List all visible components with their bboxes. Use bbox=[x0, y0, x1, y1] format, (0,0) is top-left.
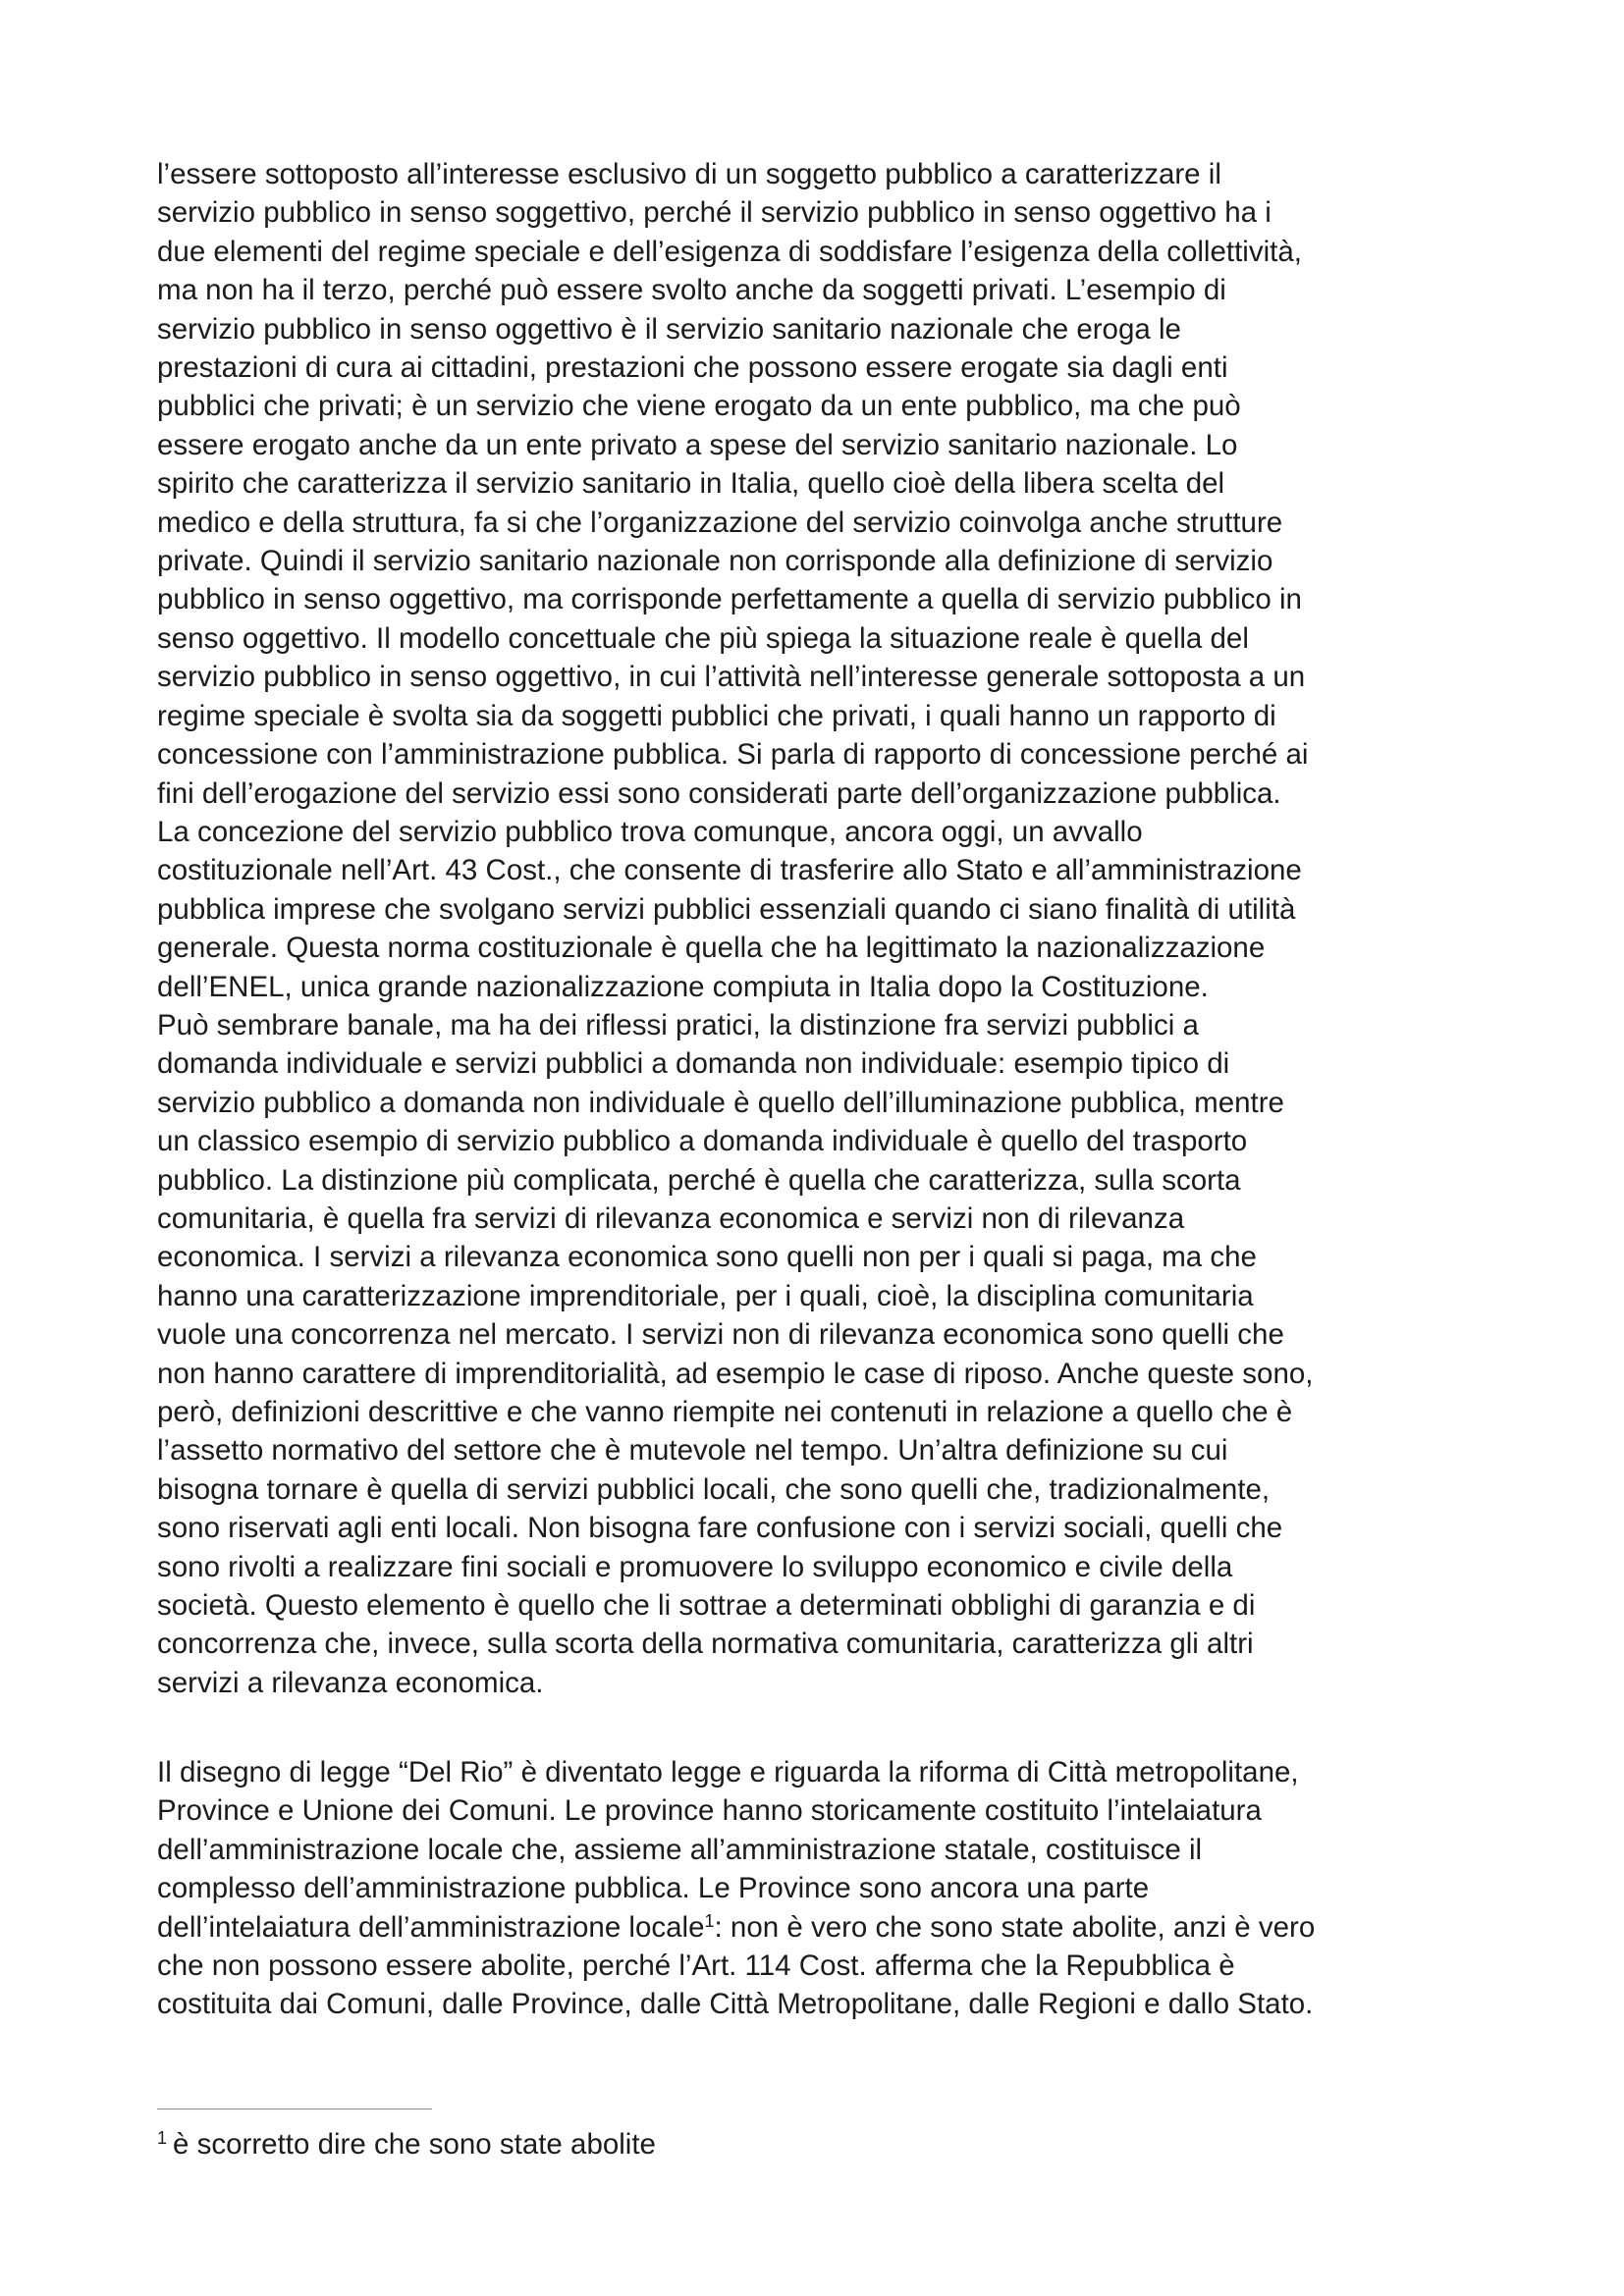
footnote-number: 1 bbox=[157, 2128, 168, 2148]
text-line: costituzionale nell’Art. 43 Cost., che consente di trasferire allo Stato e all’amministrazione bbox=[157, 854, 1302, 887]
text-line: sono riservati agli enti locali. Non bisogna fare confusione con i servizi sociali, quelli che bbox=[157, 1512, 1283, 1545]
text-line: dell’amministrazione locale che, assieme all’amministrazione statale, costituisce il bbox=[157, 1833, 1203, 1866]
text-line: l’essere sottoposto all’interesse esclusivo di un soggetto pubblico a caratterizzare il bbox=[157, 158, 1221, 190]
text-line: pubblico. La distinzione più complicata, perché è quella che caratterizza, sulla scorta bbox=[157, 1163, 1241, 1197]
text-line: due elementi del regime speciale e dell’esigenza di soddisfare l’esigenza della collettività, bbox=[157, 235, 1302, 268]
text-line: che non possono essere abolite, perché l’Art. 114 Cost. afferma che la Repubblica è bbox=[157, 1949, 1235, 1983]
text-line: domanda individuale e servizi pubblici a domanda non individuale: esempio tipico di bbox=[157, 1047, 1230, 1081]
text-line: pubblico in senso oggettivo, ma corrisponde perfettamente a quella di servizio pubblico in bbox=[157, 583, 1302, 616]
text-line: essere erogato anche da un ente privato a spese del servizio sanitario nazionale. Lo bbox=[157, 428, 1238, 461]
text-line: fini dell’erogazione del servizio essi sono considerati parte dell’organizzazione pubblica. bbox=[157, 776, 1281, 810]
text-line: ma non ha il terzo, perché può essere svolto anche da soggetti privati. L’esempio di bbox=[157, 274, 1226, 307]
text-line: generale. Questa norma costituzionale è quella che ha legittimato la nazionalizzazione bbox=[157, 932, 1266, 965]
text-line: non hanno carattere di imprenditorialità, ad esempio le case di riposo. Anche queste sono, bbox=[157, 1357, 1314, 1390]
text-line: vuole una concorrenza nel mercato. I servizi non di rilevanza economica sono quelli che bbox=[157, 1318, 1284, 1352]
text-line: bisogna tornare è quella di servizi pubblici locali, che sono quelli che, tradizionalmente, bbox=[157, 1472, 1271, 1506]
text-line: spirito che caratterizza il servizio sanitario in Italia, quello cioè della libera scelta del bbox=[157, 467, 1225, 501]
text-line: Province e Unione dei Comuni. Le province hanno storicamente costituito l’intelaiatura bbox=[157, 1794, 1262, 1828]
text-line: complesso dell’amministrazione pubblica. Le Province sono ancora una parte bbox=[157, 1872, 1150, 1905]
text-line: servizio pubblico in senso soggettivo, perché il servizio pubblico in senso oggettivo ha i bbox=[157, 196, 1272, 230]
paragraph-public-services bbox=[157, 155, 1489, 1702]
text-line: senso oggettivo. Il modello concettuale che più spiega la situazione reale è quella del bbox=[157, 621, 1249, 655]
text-line: Può sembrare banale, ma ha dei riflessi pratici, la distinzione fra servizi pubblici a bbox=[157, 1008, 1199, 1041]
text-line: però, definizioni descrittive e che vanno riempite nei contenuti in relazione a quello che è bbox=[157, 1396, 1293, 1428]
text-line: prestazioni di cura ai cittadini, prestazioni che possono essere erogate sia dagli enti bbox=[157, 351, 1228, 385]
text-line: comunitaria, è quella fra servizi di rilevanza economica e servizi non di rilevanza bbox=[157, 1201, 1185, 1235]
text-line: un classico esempio di servizio pubblico a domanda individuale è quello del trasporto bbox=[157, 1125, 1248, 1158]
text-line: l’assetto normativo del settore che è mutevole nel tempo. Un’altra definizione su cui bbox=[157, 1434, 1228, 1468]
text-line: hanno una caratterizzazione imprenditoriale, per i quali, cioè, la disciplina comunitaria bbox=[157, 1279, 1254, 1312]
text-line: dell’ENEL, unica grande nazionalizzazione compiuta in Italia dopo la Costituzione. bbox=[157, 970, 1209, 1003]
text-line: pubblica imprese che svolgano servizi pubblici essenziali quando ci siano finalità di utilità bbox=[157, 892, 1296, 926]
text-line: regime speciale è svolta sia da soggetti pubblici che privati, i quali hanno un rapporto di bbox=[157, 699, 1276, 732]
text-line: servizio pubblico in senso oggettivo, in cui l’attività nell’interesse generale sottoposta a un bbox=[157, 661, 1306, 694]
text-line: concessione con l’amministrazione pubblica. Si parla di rapporto di concessione perché ai bbox=[157, 738, 1309, 772]
text-line: economica. I servizi a rilevanza economica sono quelli non per i quali si paga, ma che bbox=[157, 1241, 1257, 1274]
text-line: dell’intelaiatura dell’amministrazione locale$^1$: non è vero che sono state abolite, anzi è vero bbox=[157, 1910, 1316, 1944]
footnote bbox=[157, 2128, 656, 2162]
text-line: pubblici che privati; è un servizio che viene erogato da un ente pubblico, ma che può bbox=[157, 390, 1241, 423]
footnote-text: è scorretto dire che sono state abolite bbox=[173, 2128, 656, 2161]
footnote-reference[interactable]: 1 bbox=[704, 1910, 715, 1931]
text-line: servizio pubblico in senso oggettivo è il servizio sanitario nazionale che eroga le bbox=[157, 312, 1181, 346]
text-line: concorrenza che, invece, sulla scorta della normativa comunitaria, caratterizza gli altri bbox=[157, 1628, 1254, 1661]
text-line: società. Questo elemento è quello che li sottrae a determinati obblighi di garanzia e di bbox=[157, 1589, 1256, 1623]
text-line: costituita dai Comuni, dalle Province, dalle Città Metropolitane, dalle Regioni e dallo Stato. bbox=[157, 1988, 1314, 2021]
text-line: La concezione del servizio pubblico trova comunque, ancora oggi, un avvallo bbox=[157, 815, 1143, 848]
text-line: medico e della struttura, fa si che l’organizzazione del servizio coinvolga anche strutture bbox=[157, 506, 1283, 539]
text-line: servizio pubblico a domanda non individuale è quello dell’illuminazione pubblica, mentre bbox=[157, 1086, 1284, 1119]
paragraph-del-rio-reform bbox=[157, 1753, 1489, 2024]
text-line: sono rivolti a realizzare fini sociali e promuovere lo sviluppo economico e civile della bbox=[157, 1550, 1233, 1583]
text-line: servizi a rilevanza economica. bbox=[157, 1666, 544, 1699]
text-line: Il disegno di legge “Del Rio” è diventato legge e riguarda la riforma di Città metropolitane, bbox=[157, 1756, 1299, 1789]
text-line: private. Quindi il servizio sanitario nazionale non corrisponde alla definizione di servizio bbox=[157, 545, 1273, 578]
